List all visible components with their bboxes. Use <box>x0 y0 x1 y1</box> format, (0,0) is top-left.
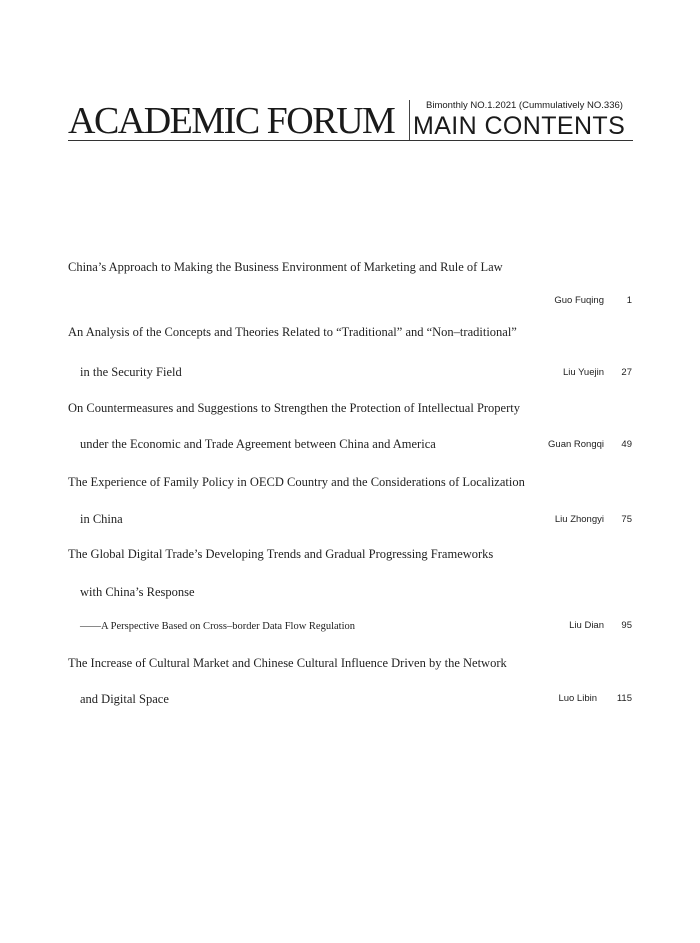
article-3-page: 49 <box>621 439 632 450</box>
article-4-title-line-2[interactable]: in China <box>80 512 123 526</box>
article-2-author: Liu Yuejin <box>562 367 604 378</box>
article-1-author: Guo Fuqing <box>554 295 604 306</box>
article-4-page: 75 <box>621 514 632 525</box>
section-title: MAIN CONTENTS <box>413 112 626 140</box>
article-4-author: Liu Zhongyi <box>554 514 604 525</box>
article-6-author: Luo Libin <box>558 693 597 704</box>
article-6-title-line-2[interactable]: and Digital Space <box>80 692 169 706</box>
article-5-title-line-2[interactable]: with China’s Response <box>80 585 195 599</box>
article-1-page: 1 <box>626 295 632 306</box>
article-6-title-line-1[interactable]: The Increase of Cultural Market and Chinese Cultural Influence Driven by the Network <box>68 656 507 670</box>
article-2-page: 27 <box>621 367 632 378</box>
article-3-title-line-1[interactable]: On Countermeasures and Suggestions to Strengthen the Protection of Intellectual Property <box>68 401 520 415</box>
issue-info: Bimonthly NO.1.2021 (Cummulatively NO.336) <box>426 100 623 111</box>
article-5-subtitle[interactable]: ——A Perspective Based on Cross–border Data Flow Regulation <box>80 621 355 632</box>
article-2-title-line-1[interactable]: An Analysis of the Concepts and Theories Related to “Traditional” and “Non–traditional” <box>68 325 517 339</box>
article-3-title-line-2[interactable]: under the Economic and Trade Agreement between China and America <box>80 437 436 451</box>
article-3-author: Guan Rongqi <box>548 439 604 450</box>
article-5-title-line-1[interactable]: The Global Digital Trade’s Developing Trends and Gradual Progressing Frameworks <box>68 547 494 561</box>
article-5-author: Liu Dian <box>569 620 604 631</box>
article-4-title-line-1[interactable]: The Experience of Family Policy in OECD Country and the Considerations of Localization <box>68 475 525 489</box>
article-5-page: 95 <box>621 620 632 631</box>
article-2-title-line-2[interactable]: in the Security Field <box>80 365 182 379</box>
journal-title: ACADEMIC FORUM <box>68 100 395 142</box>
article-1-title-line-1[interactable]: China’s Approach to Making the Business Environment of Marketing and Rule of Law <box>68 260 503 274</box>
article-6-page: 115 <box>616 693 632 704</box>
